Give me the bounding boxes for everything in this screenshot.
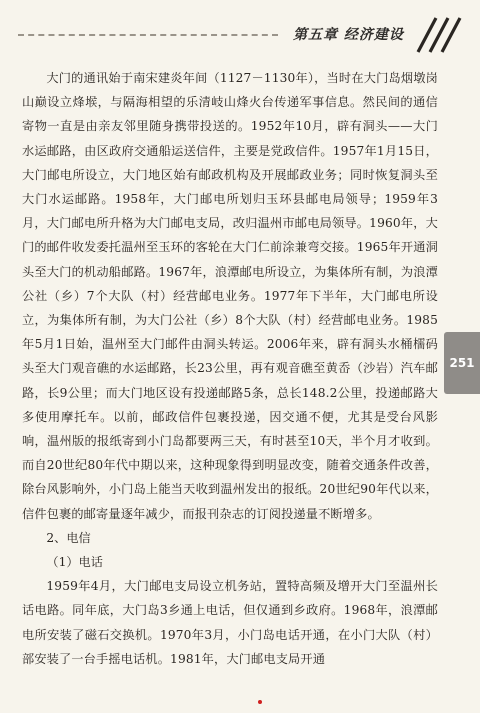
paragraph-telephone-history: 1959年4月，大门邮电支局设立机务站，置特高频及增开大门至温州长话电路。同年底，大门岛3乡通上电话，但仅通到乡政府。1968年，浪潭邮电所安装了磁石交换机。1970年3月，小门岛电话开通，在小门大队（村）部安装了一台手摇电话机。1981年，大门邮电支局开通: [22, 579, 438, 666]
red-dot-mark: [258, 700, 262, 704]
subsection-heading-telephone: （1）电话: [46, 555, 103, 570]
body-text: [22, 66, 438, 671]
section-heading-telecom: 2、电信: [46, 530, 91, 545]
header-dashed-rule: [18, 34, 278, 36]
page-number-badge: [444, 332, 480, 394]
running-header: [0, 14, 480, 54]
paragraph-postal-history: 大门的通讯始于南宋建炎年间（1127－1130年），当时在大门岛烟墩岗山巅设立烽堠，与隔海相望的乐清岐山烽火台传递军事信息。然民间的通信寄物一直是由亲友邻里随身携带投送的。1952年10月，辟有洞头——大门水运邮路，由区政府交通船运送信件，主要是党政信件。1957年1月15日，大门邮电所设立，大门地区始有邮政机构及开展邮政业务；同时恢复洞头至大门水运邮路。1958年，大门邮电所划归玉环县邮电局领导；1959年3月，大门邮电所升格为大门邮电支局，改归温州市邮电局领导。1960年，大门的邮件收发委托温州至玉环的客轮在大门仁前涂兼弯交接。1965年开通洞头至大门的机动船邮路。1967年，浪潭邮电所设立，为集体所有制，为浪潭公社（乡）7个大队（村）经营邮电业务。1977年下半年，大门邮电所设立，为集体所有制，为大门公社（乡）8个大队（村）经营邮电业务。1985年5月1日始，温州至大门邮件由洞头转运。2006年来，辟有洞头水桶檽码头至大门观音礁的水运邮路，长23公里，再有观音礁至黄岙（沙岩）汽车邮路，长9公里；而大门地区设有投递邮路5条，总长148.2公里，投递邮路大多使用摩托车。以前，邮政信件包裹投递，因交通不便，尤其是受台风影响，温州版的报纸寄到小门岛都要两三天，有时甚至10天，半个月才收到。而自20世纪80年代中期以来，这种现象得到明显改变，随着交通条件改善，除台风影响外，小门岛上能当天收到温州发出的报纸。20世纪90年代以来，信件包裹的邮寄量逐年减少，而报刊杂志的订阅投递量不断增多。: [22, 71, 438, 521]
chapter-title: 第五章 经济建设: [293, 27, 404, 43]
page-number: 251: [449, 356, 475, 370]
slash-ornament-icon: [396, 16, 466, 56]
